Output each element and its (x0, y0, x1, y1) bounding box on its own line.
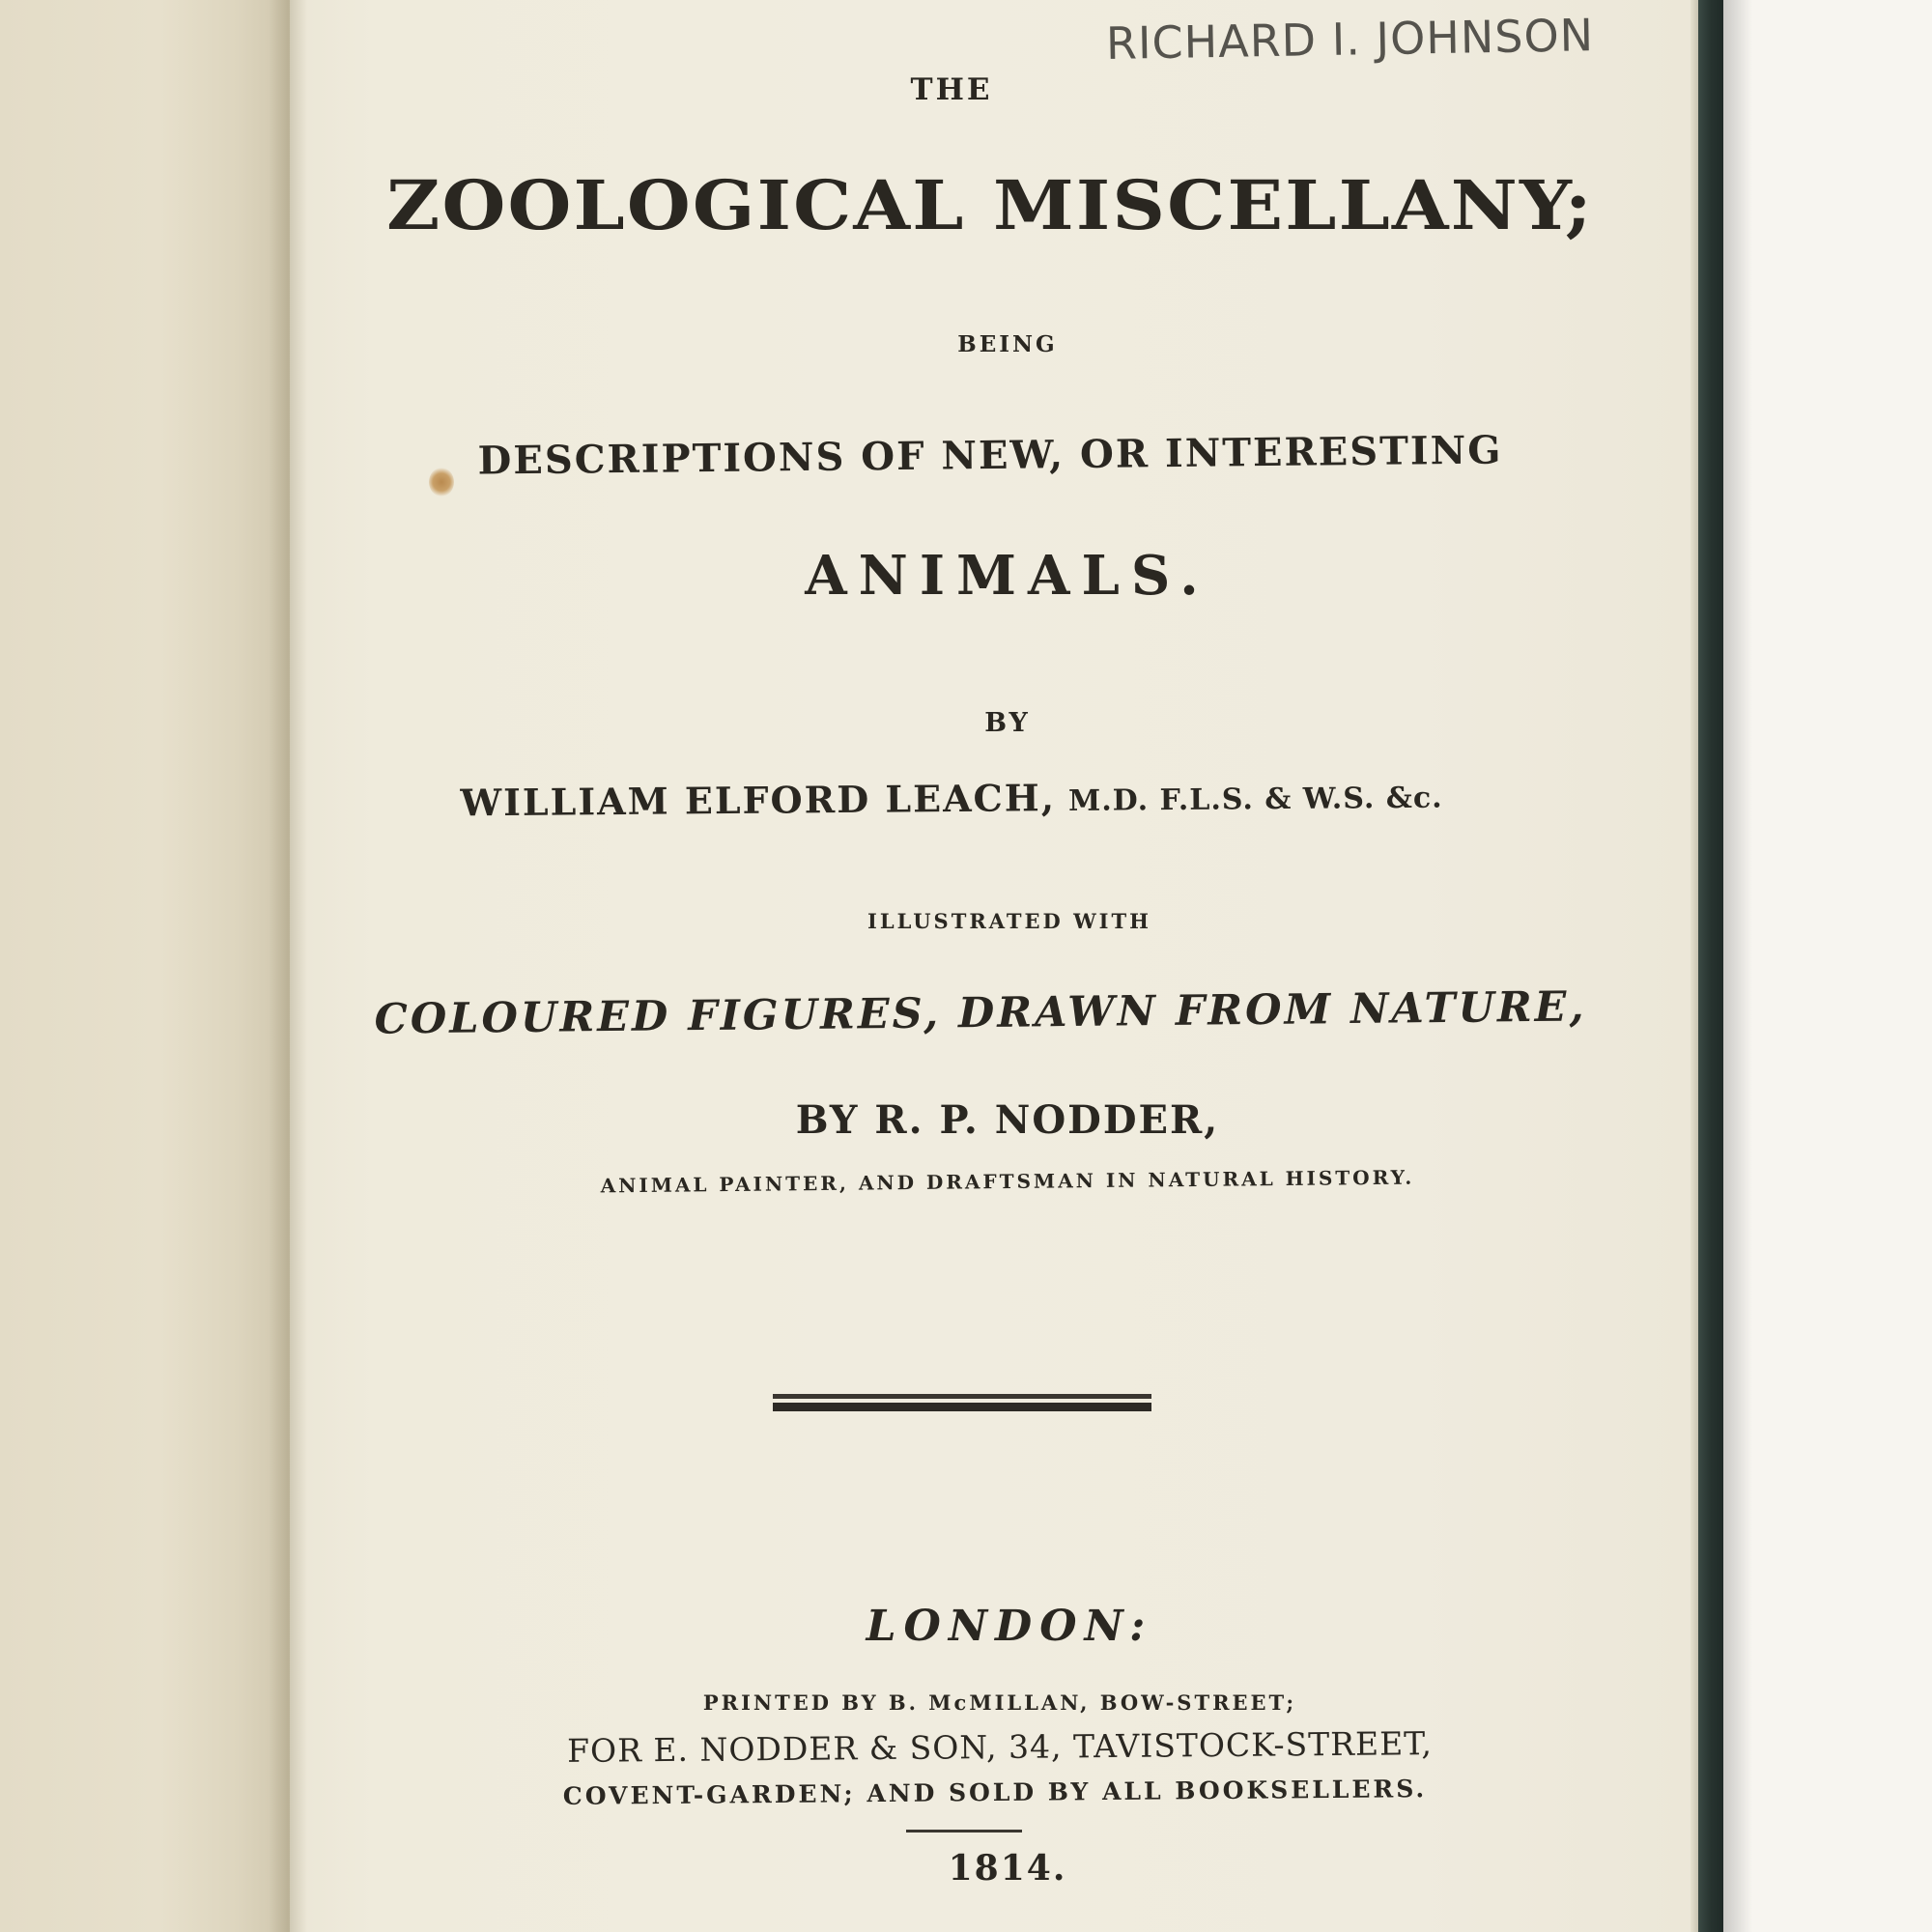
imprint-year: 1814. (948, 1848, 1067, 1889)
publisher-line: FOR E. NODDER & SON, 34, TAVISTOCK-STREET, (566, 1724, 1434, 1770)
short-rule (906, 1830, 1022, 1833)
title-article: THE (910, 72, 993, 107)
animals-heading: ANIMALS. (805, 544, 1210, 608)
ornamental-rule (773, 1394, 1151, 1413)
book-title: ZOOLOGICAL MISCELLANY; (386, 165, 1594, 245)
author-credentials: M.D. F.L.S. & W.S. &c. (1067, 781, 1443, 818)
gutter-shadow (269, 0, 307, 1932)
figures-line: COLOURED FIGURES, DRAWN FROM NATURE, (374, 982, 1587, 1044)
cover-shadow (1723, 0, 1752, 1932)
ownership-stamp: RICHARD I. JOHNSON (1105, 9, 1595, 70)
author-name: WILLIAM ELFORD LEACH, (460, 776, 1057, 825)
by-label: BY (984, 708, 1031, 738)
illustrator-line: BY R. P. NODDER, (795, 1097, 1220, 1143)
imprint-place: LONDON: (866, 1602, 1153, 1651)
subtitle: DESCRIPTIONS OF NEW, OR INTERESTING (477, 427, 1503, 484)
being-label: BEING (957, 331, 1058, 357)
seller-line: COVENT-GARDEN; AND SOLD BY ALL BOOKSELLERS. (562, 1775, 1428, 1810)
printer-line: PRINTED BY B. McMILLAN, BOW-STREET; (702, 1690, 1297, 1715)
illustrated-with-label: ILLUSTRATED WITH (867, 909, 1151, 933)
illustrator-role: ANIMAL PAINTER, AND DRAFTSMAN IN NATURAL HISTORY. (600, 1165, 1415, 1198)
facing-blank-leaf (0, 0, 290, 1932)
